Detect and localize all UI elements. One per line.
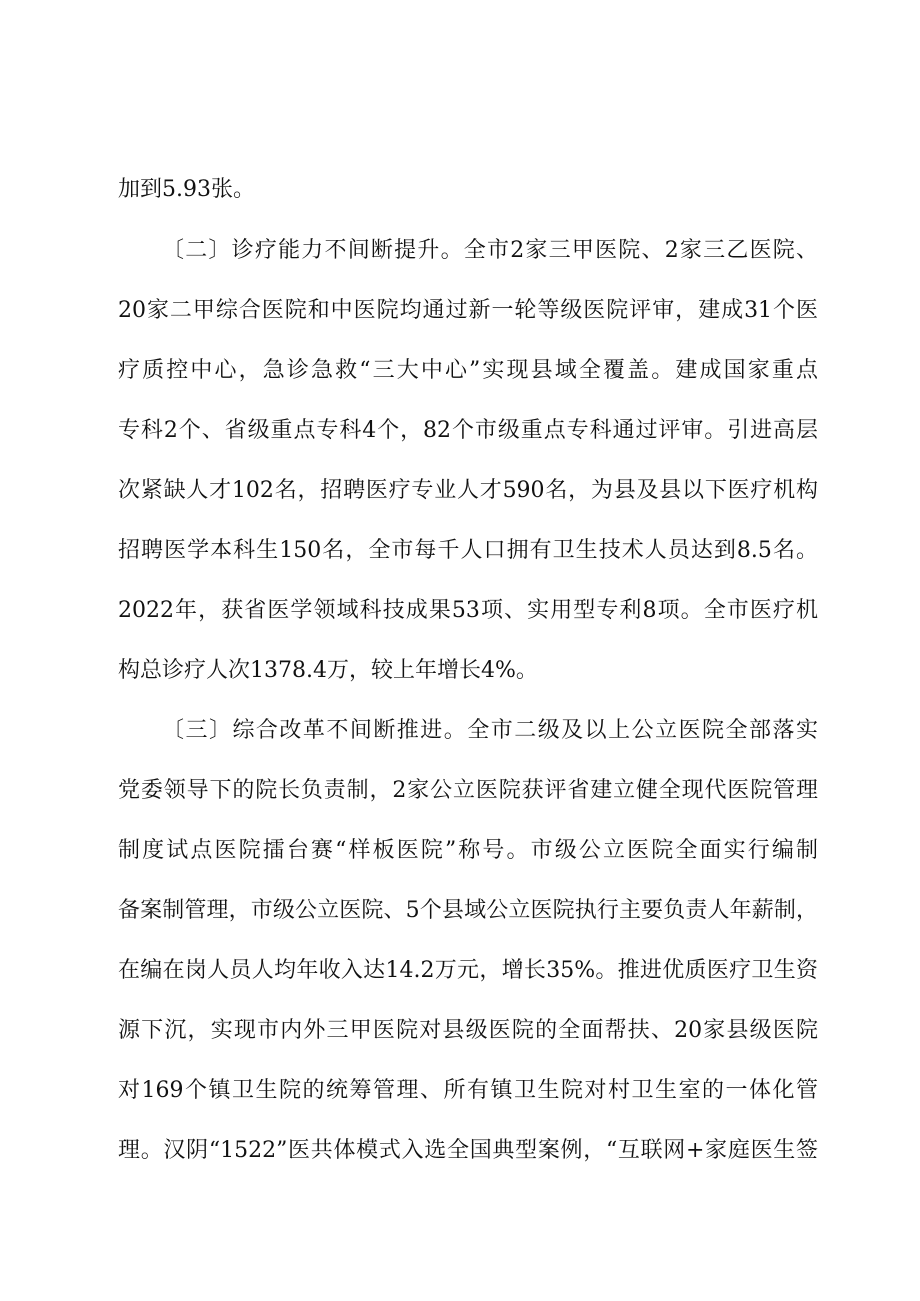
text-line-4: 疗质控中心，急诊急救“三大中心”实现县域全覆盖。建成国家重点	[118, 358, 818, 383]
text-line-11: 党委领导下的院长负责制，2家公立医院获评省建立健全现代医院管理	[118, 778, 818, 803]
text-line-17: 理。汉阴“1522”医共体模式入选全国典型案例，“互联网+家庭医生签	[118, 1138, 818, 1163]
text-line-2: 〔二〕诊疗能力不间断提升。全市2家三甲医院、2家三乙医院、	[162, 238, 818, 263]
text-line-15: 源下沉，实现市内外三甲医院对县级医院的全面帮扶、20家县级医院	[118, 1018, 818, 1043]
text-line-6: 次紧缺人才102名，招聘医疗专业人才590名，为县及县以下医疗机构	[118, 478, 818, 503]
text-line-16: 对169个镇卫生院的统筹管理、所有镇卫生院对村卫生室的一体化管	[118, 1078, 818, 1103]
text-line-7: 招聘医学本科生150名，全市每千人口拥有卫生技术人员达到8.5名。	[118, 538, 818, 563]
text-line-13: 备案制管理，市级公立医院、5个县域公立医院执行主要负责人年薪制，	[118, 898, 818, 923]
text-line-5: 专科2个、省级重点专科4个，82个市级重点专科通过评审。引进高层	[118, 418, 818, 443]
text-line-3: 20家二甲综合医院和中医院均通过新一轮等级医院评审，建成31个医	[118, 298, 818, 323]
text-line-14: 在编在岗人员人均年收入达14.2万元，增长35%。推进优质医疗卫生资	[118, 958, 818, 983]
text-line-12: 制度试点医院擂台赛“样板医院”称号。市级公立医院全面实行编制	[118, 838, 818, 863]
text-line-9: 构总诊疗人次1378.4万，较上年增长4%。	[118, 658, 538, 683]
text-line-8: 2022年，获省医学领域科技成果53项、实用型专利8项。全市医疗机	[118, 598, 818, 623]
text-line-10: 〔三〕综合改革不间断推进。全市二级及以上公立医院全部落实	[162, 718, 818, 743]
text-line-1: 加到5.93张。	[118, 177, 255, 202]
